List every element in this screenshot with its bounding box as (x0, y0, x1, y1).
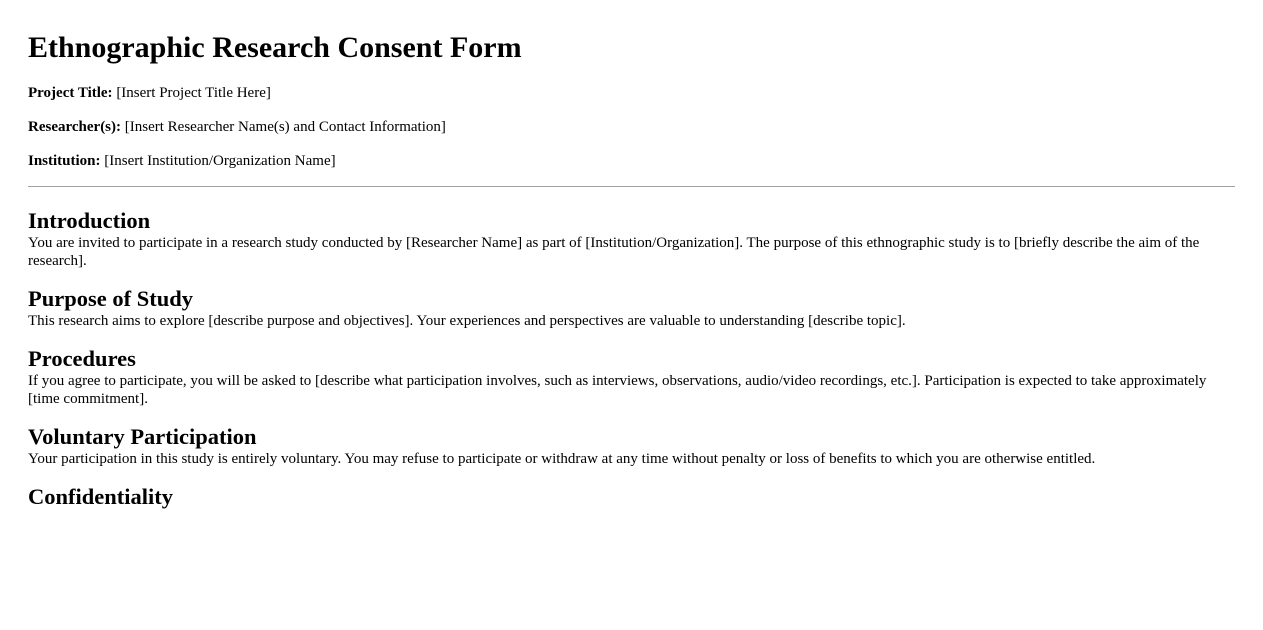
researcher-label: Researcher(s): (28, 119, 122, 135)
project-title-value: [Insert Project Title Here] (112, 85, 271, 101)
project-title-label: Project Title: (28, 85, 113, 101)
institution-value: [Insert Institution/Organization Name] (100, 153, 336, 169)
introduction-heading: Introduction (28, 208, 151, 233)
voluntary-participation-heading: Voluntary Participation (28, 424, 257, 449)
researcher-value: [Insert Researcher Name(s) and Contact Information] (121, 119, 446, 135)
voluntary-participation-text: Your participation in this study is entirely voluntary. You may refuse to participate or withdraw at any time without penalty or loss of benefits to which you are otherwise entitled. (28, 451, 1096, 467)
purpose-heading: Purpose of Study (28, 286, 194, 311)
procedures-heading: Procedures (28, 346, 136, 371)
purpose-text: This research aims to explore [describe purpose and objectives]. Your experiences and perspectives are valuable to understanding [describe topic]. (28, 313, 906, 329)
introduction-text: You are invited to participate in a research study conducted by [Researcher Name] as part of [Institution/Organization]. The purpose of this ethnographic study is to [briefly describe the aim of the research]. (28, 235, 1200, 269)
institution-label: Institution: (28, 153, 101, 169)
section-divider (28, 186, 1235, 187)
institution-line (28, 152, 1235, 170)
project-title-line (28, 84, 1235, 102)
procedures-text: If you agree to participate, you will be asked to [describe what participation involves, such as interviews, observations, audio/video recordings, etc.]. Participation is expected to take approximately [time commitment]. (28, 373, 1207, 407)
researcher-line (28, 118, 1235, 136)
confidentiality-heading: Confidentiality (28, 484, 174, 509)
page-title: Ethnographic Research Consent Form (28, 31, 522, 64)
